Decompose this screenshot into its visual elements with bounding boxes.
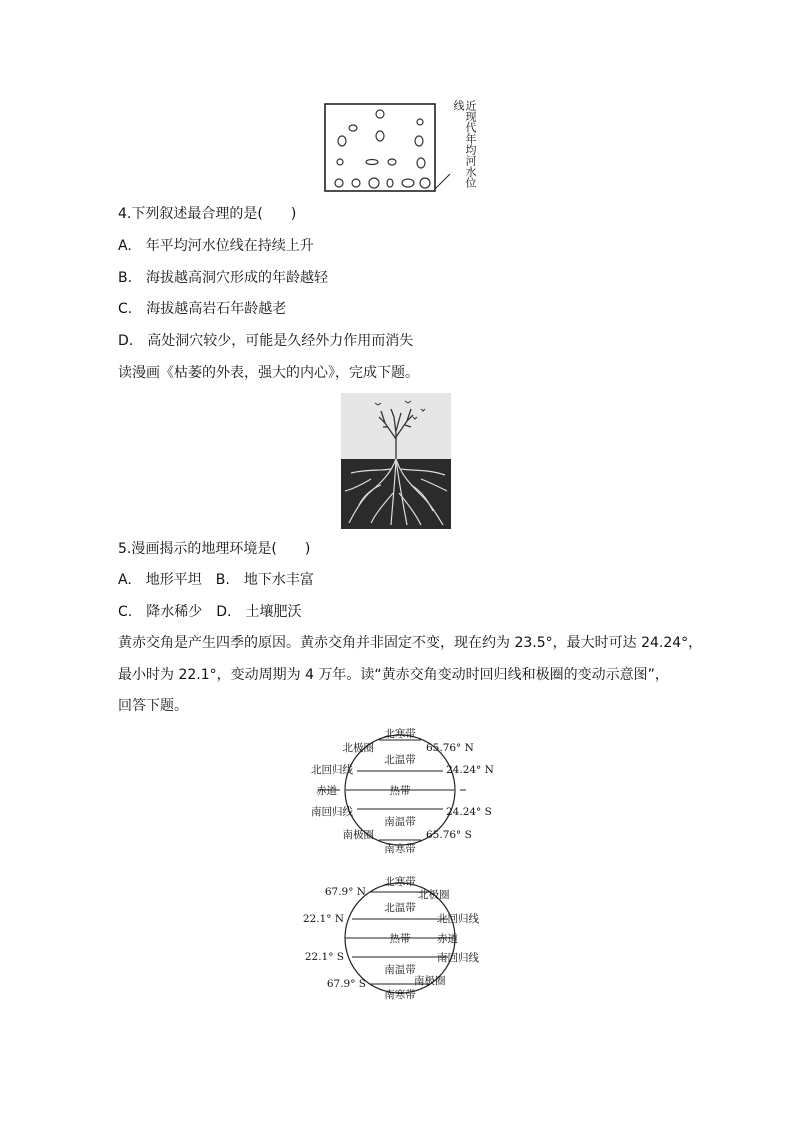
top-left-antarctic-circle: 南极圈 [342, 829, 374, 841]
globe-diagram-top [300, 726, 500, 856]
q5-options-row1: A. 地形平坦 B. 地下水丰富 [118, 572, 314, 588]
top-left-arctic-circle: 北极圈 [342, 742, 374, 754]
bottom-zone-north-frigid: 北寒带 [384, 876, 416, 888]
bottom-right-antarctic-circle: 南极圈 [414, 975, 446, 987]
bottom-zone-south-temperate: 南温带 [384, 964, 416, 976]
bottom-zone-north-temperate: 北温带 [384, 902, 416, 914]
bottom-right-tropic-cancer: 北回归线 [437, 913, 479, 925]
bottom-right-equator: 赤道 [437, 933, 458, 945]
top-left-tropic-cancer: 北回归线 [311, 764, 353, 776]
q4-stem: 4.下列叙述最合理的是( ) [118, 206, 297, 222]
top-right-6576s: 65.76° S [426, 829, 472, 841]
bottom-left-679s: 67.9° S [326, 978, 366, 990]
bottom-right-tropic-capricorn: 南回归线 [437, 952, 479, 964]
obliquity-intro-line3: 回答下题。 [118, 698, 188, 714]
top-left-tropic-capricorn: 南回归线 [311, 806, 353, 818]
q4-option-b: B. 海拔越高洞穴形成的年龄越轻 [118, 270, 329, 286]
water-level-label: 近现代年均河水位线 [452, 100, 477, 188]
bottom-left-221s: 22.1° S [304, 951, 344, 963]
top-right-2424s: 24.24° S [446, 806, 492, 818]
top-zone-north-temperate: 北温带 [384, 754, 416, 766]
obliquity-intro-line2: 最小时为 22.1°，变动周期为 4 万年。读“黄赤交角变动时回归线和极圈的变动示意图”， [118, 667, 669, 683]
top-right-6576n: 65.76° N [426, 742, 474, 754]
top-zone-tropical: 热带 [389, 785, 411, 797]
diagram-max-obliquity [300, 726, 500, 856]
cartoon-image [341, 393, 451, 529]
obliquity-intro-line1: 黄赤交角是产生四季的原因。黄赤交角并非固定不变，现在约为 23.5°，最大时可达 24.24°， [118, 635, 703, 651]
bottom-zone-south-frigid: 南寒带 [384, 989, 416, 1001]
globe-diagram-bottom [300, 872, 500, 1004]
top-zone-south-frigid: 南寒带 [384, 843, 416, 855]
cave-diagram-svg [320, 100, 470, 196]
bottom-zone-tropical: 热带 [389, 933, 411, 945]
top-zone-south-temperate: 南温带 [384, 816, 416, 828]
top-left-equator: 赤道 [316, 785, 337, 797]
top-zone-north-frigid: 北寒带 [384, 728, 416, 740]
top-right-2424n: 24.24° N [446, 764, 494, 776]
q4-option-a: A. 年平均河水位线在持续上升 [118, 238, 314, 254]
diagram-min-obliquity [300, 872, 500, 1004]
bottom-left-221n: 22.1° N [302, 913, 344, 925]
q4-option-d: D. 高处洞穴较少，可能是久经外力作用而消失 [118, 333, 414, 349]
q5-options-row2: C. 降水稀少 D. 土壤肥沃 [118, 604, 302, 620]
bottom-left-679n: 67.9° N [324, 886, 366, 898]
q5-stem: 5.漫画揭示的地理环境是( ) [118, 541, 311, 557]
withered-tree-illustration [341, 393, 451, 529]
bottom-right-arctic-circle: 北极圈 [418, 889, 450, 901]
q4-option-c: C. 海拔越高岩石年龄越老 [118, 301, 287, 317]
cave-figure [320, 100, 477, 196]
cartoon-intro: 读漫画《枯萎的外表，强大的内心》，完成下题。 [118, 365, 419, 381]
